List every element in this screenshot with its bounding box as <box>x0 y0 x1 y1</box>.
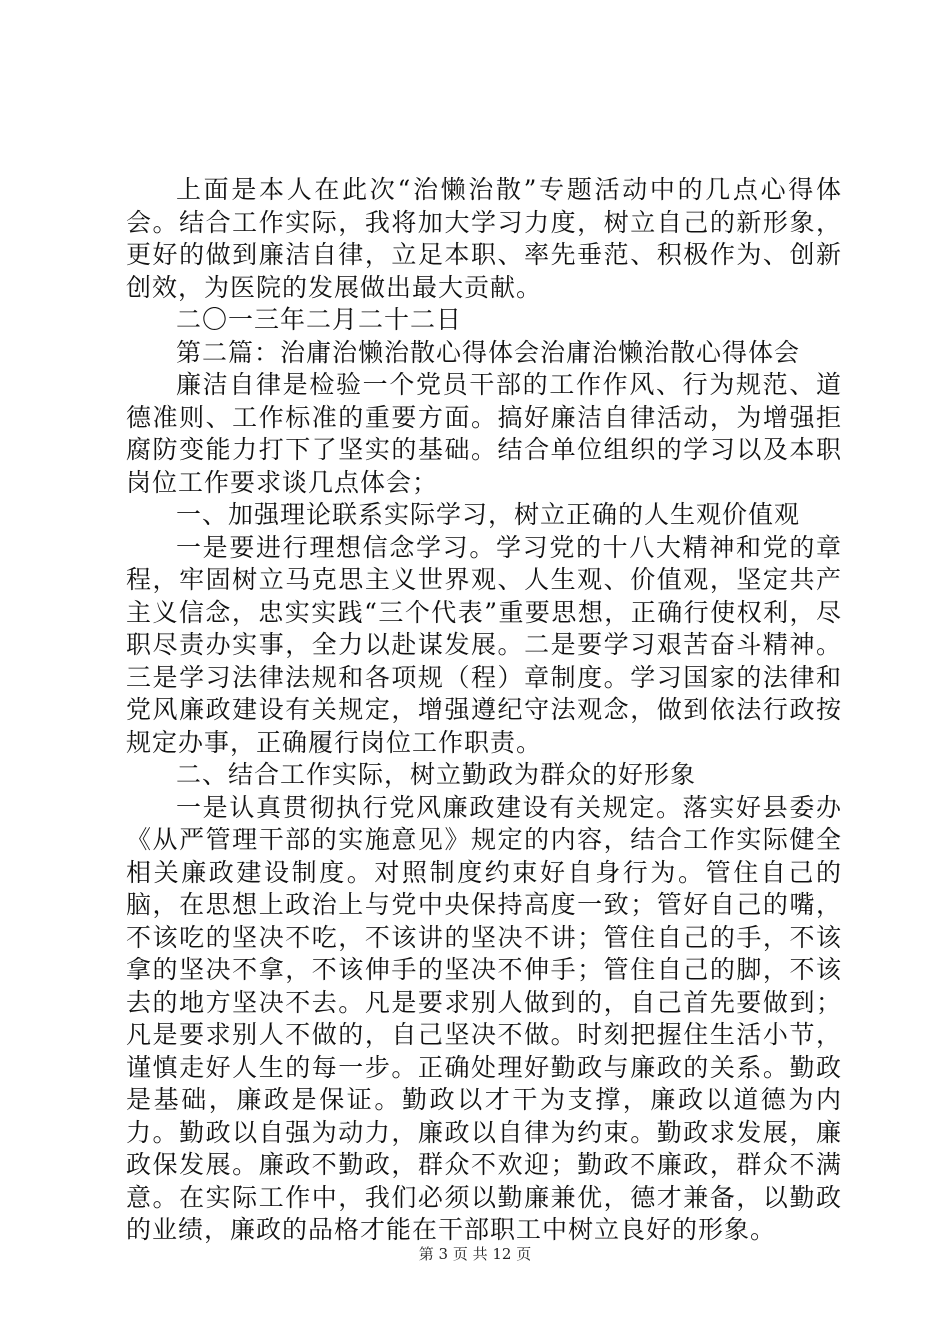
paragraph-heading-one: 一、加强理论联系实际学习，树立正确的人生观价值观 <box>176 500 801 529</box>
paragraph-intro: 廉洁自律是检验一个党员干部的工作作风、行为规范、道德准则、工作标准的重要方面。搞好廉洁自律活动，为增强拒腐防变能力打下了坚实的基础。结合单位组织的学习以及本职岗位工作要求谈几点体会； <box>126 370 842 497</box>
paragraph-heading-two: 二、结合工作实际，树立勤政为群众的好形象 <box>176 760 697 789</box>
paragraph-conclusion: 上面是本人在此次“治懒治散”专题活动中的几点心得体会。结合工作实际，我将加大学习力度，树立自己的新形象，更好的做到廉洁自律，立足本职、率先垂范、积极作为、创新创效，为医院的发展做出最大贡献。 <box>126 175 842 302</box>
paragraph-study: 一是要进行理想信念学习。学习党的十八大精神和党的章程，牢固树立马克思主义世界观、人生观、价值观，坚定共产主义信念，忠实实践“三个代表”重要思想，正确行使权利，尽职尽责办实事，全力以赴谋发展。二是要学习艰苦奋斗精神。三是学习法律法规和各项规（程）章制度。学习国家的法律和党风廉政建设有关规定，增强遵纪守法观念，做到依法行政按规定办事，正确履行岗位工作职责。 <box>126 532 842 757</box>
page-footer: 第 3 页 共 12 页 <box>418 1245 532 1263</box>
paragraph-date: 二〇一三年二月二十二日 <box>176 305 463 334</box>
paragraph-section-title: 第二篇：治庸治懒治散心得体会治庸治懒治散心得体会 <box>176 337 801 367</box>
document-body <box>126 174 842 1247</box>
paragraph-regulations: 一是认真贯彻执行党风廉政建设有关规定。落实好县委办《从严管理干部的实施意见》规定的内容，结合工作实际健全相关廉政建设制度。对照制度约束好自身行为。管住自己的脑，在思想上政治上与党中央保持高度一致；管好自己的嘴，不该吃的坚决不吃，不该讲的坚决不讲；管住自己的手，不该拿的坚决不拿，不该伸手的坚决不伸手；管住自己的脚，不该去的地方坚决不去。凡是要求别人做到的，自己首先要做到；凡是要求别人不做的，自己坚决不做。时刻把握住生活小节，谨慎走好人生的每一步。正确处理好勤政与廉政的关系。勤政是基础，廉政是保证。勤政以才干为支撑，廉政以道德为内力。勤政以自强为动力，廉政以自律为约束。勤政求发展，廉政保发展。廉政不勤政，群众不欢迎；勤政不廉政，群众不满意。在实际工作中，我们必须以勤廉兼优，德才兼备，以勤政的业绩，廉政的品格才能在干部职工中树立良好的形象。 <box>126 792 842 1244</box>
